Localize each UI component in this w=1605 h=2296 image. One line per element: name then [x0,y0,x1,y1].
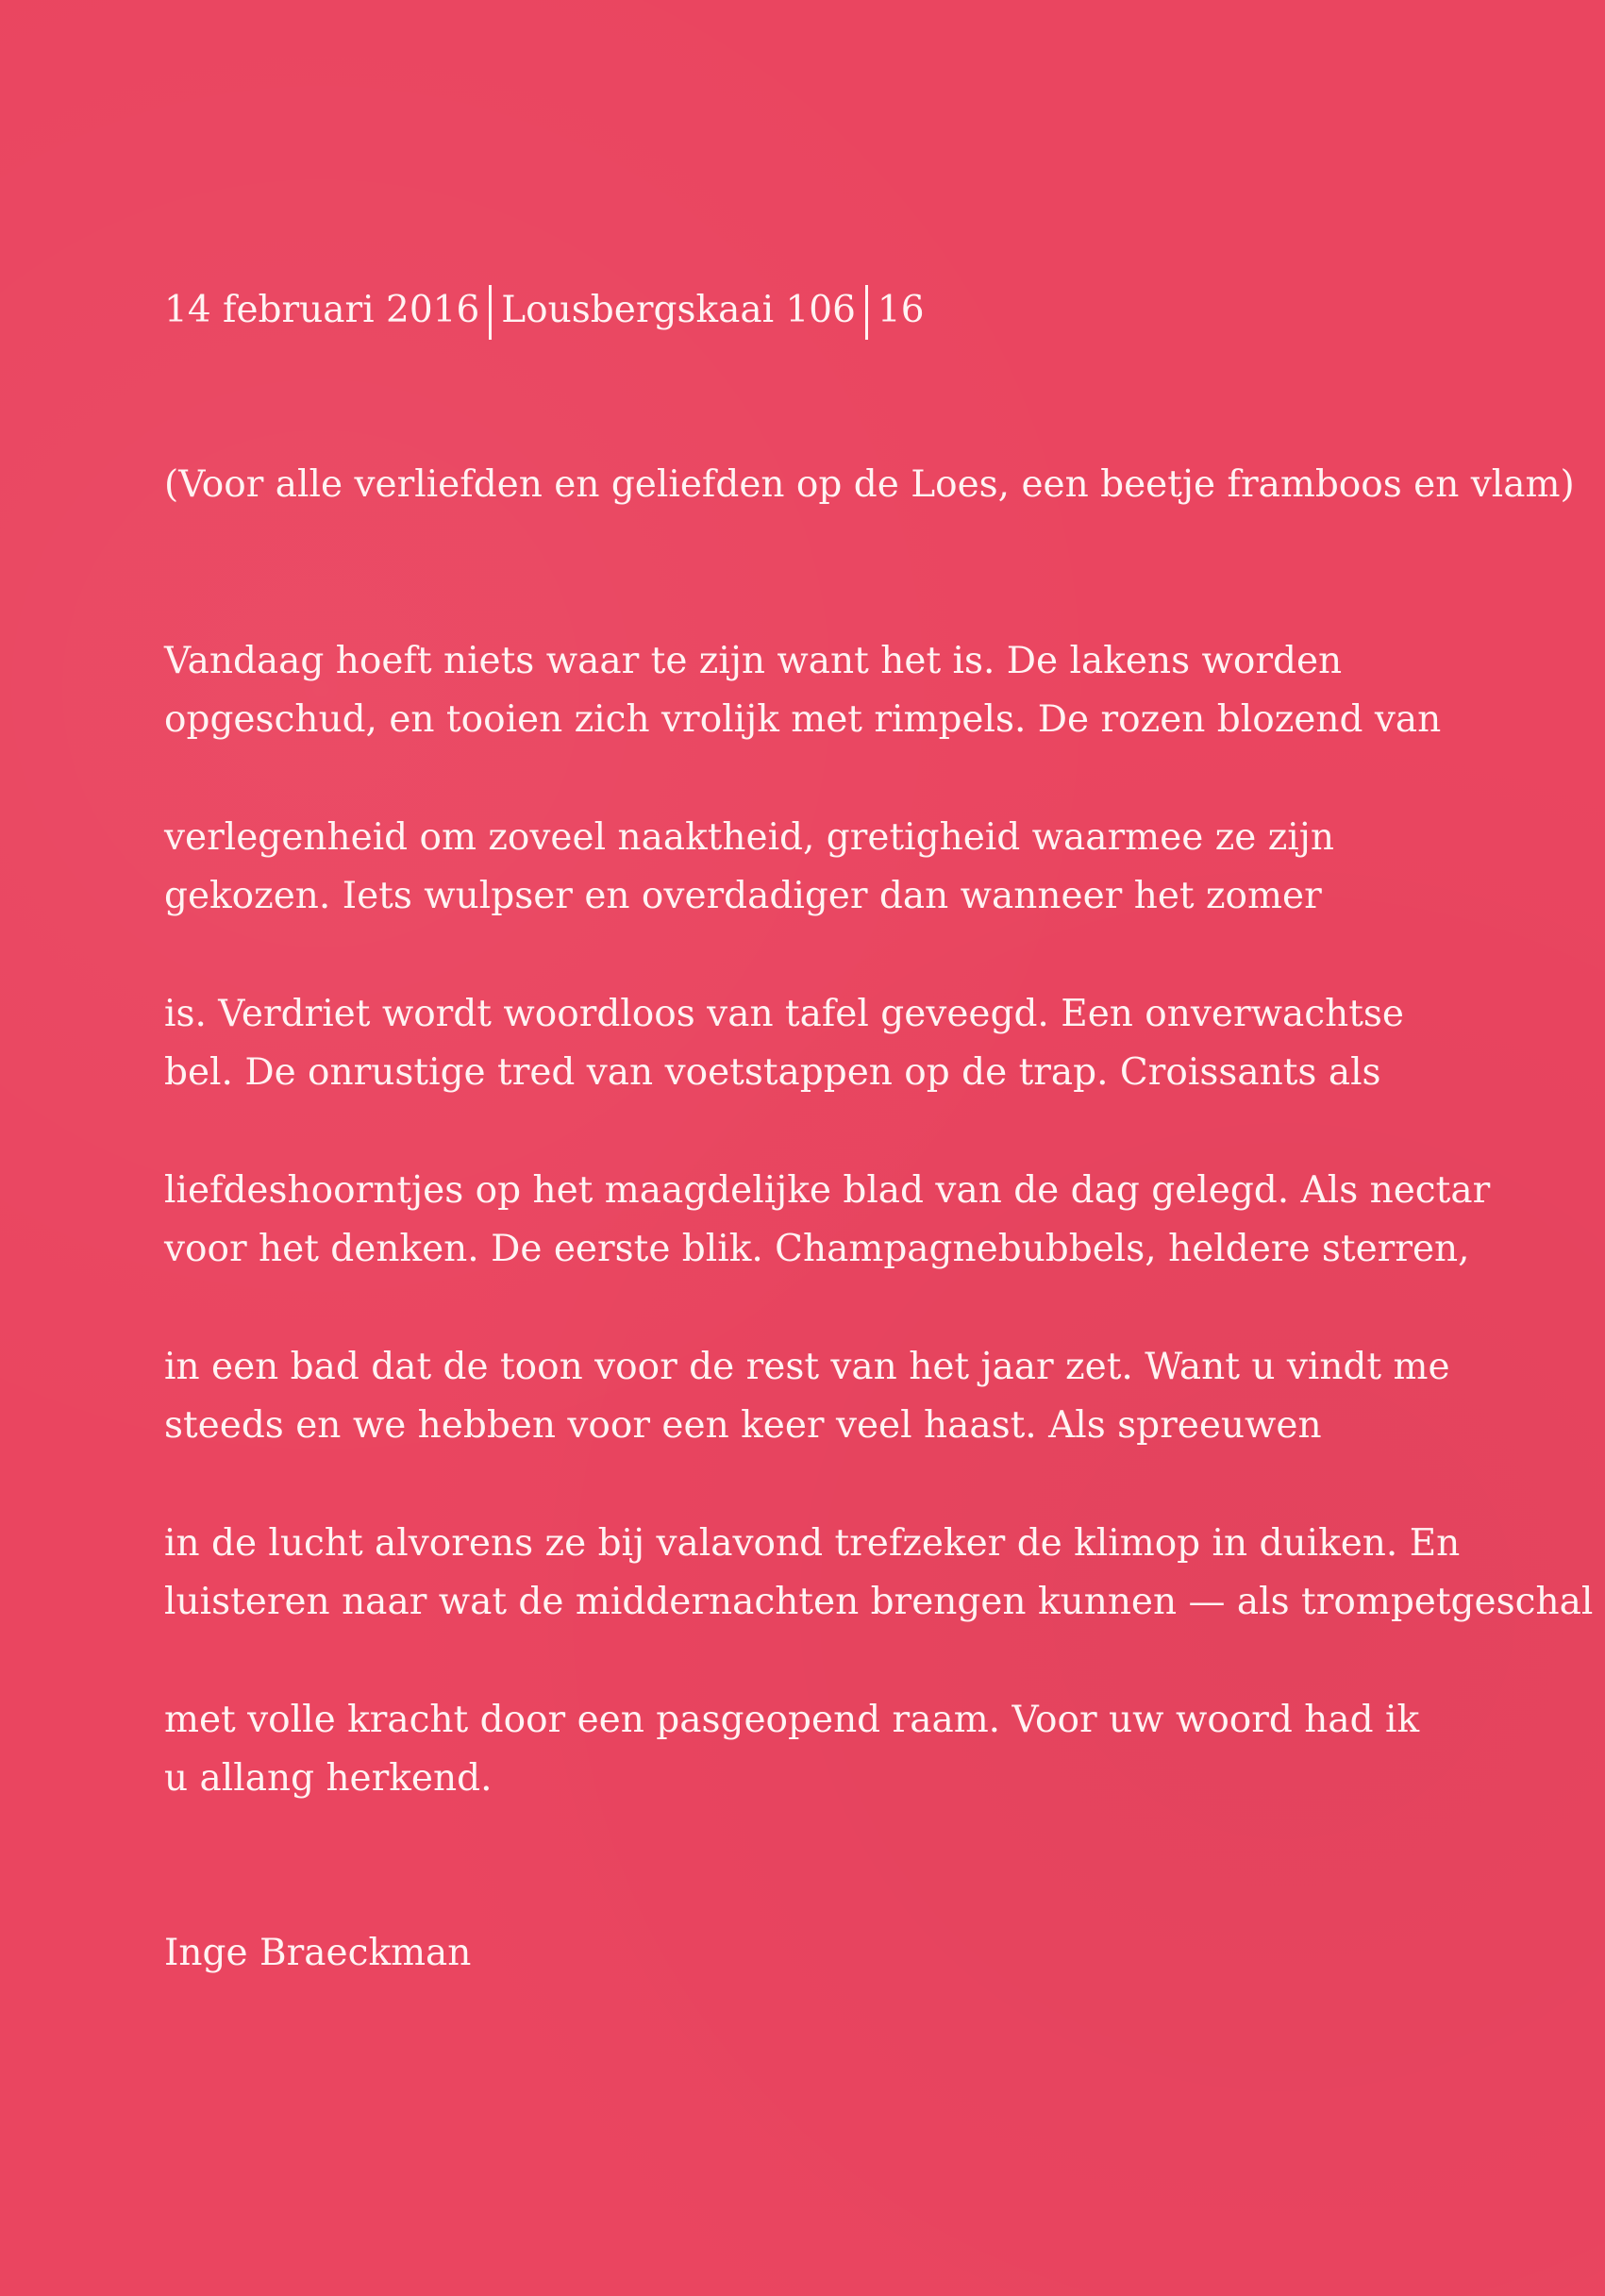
poem-line: is. Verdriet wordt woordloos van tafel geveegd. Een onverwachtse [164,993,1405,1035]
author-signature: Inge Braeckman [164,1932,472,1974]
poem-line: Vandaag hoeft niets waar te zijn want het is. De lakens worden [164,640,1343,682]
stanza [164,1691,1532,1808]
page-header [164,283,1532,340]
poem-line: in de lucht alvorens ze bij valavond trefzeker de klimop in duiken. En [164,1522,1461,1565]
poem-line: voor het denken. De eerste blik. Champagnebubbels, heldere sterren, [164,1228,1470,1270]
header-date: 14 februari 2016 [164,289,480,331]
page-number: 16 [877,289,925,331]
poem-line: steeds en we hebben voor een keer veel haast. Als spreeuwen [164,1404,1322,1447]
poem-line: gekozen. Iets wulpser en overdadiger dan wanneer het zomer [164,875,1322,917]
stanza [164,1162,1532,1279]
poem-line: u allang herkend. [164,1757,493,1800]
header-separator [489,285,492,340]
stanza [164,1515,1594,1632]
poem-line: bel. De onrustige tred van voetstappen op de trap. Croissants als [164,1051,1381,1094]
header-address: Lousbergskaai 106 [501,289,856,331]
stanza [164,985,1532,1102]
poem-line: opgeschud, en tooien zich vrolijk met rimpels. De rozen blozend van [164,698,1442,741]
stanza [164,809,1532,926]
poem-line: met volle kracht door een pasgeopend raam. Voor uw woord had ik [164,1699,1420,1741]
poem-line: luisteren naar wat de middernachten brengen kunnen — als trompetgeschal [164,1581,1594,1623]
stanza [164,1338,1532,1455]
stanza [164,632,1532,749]
poem-line: verlegenheid om zoveel naaktheid, gretigheid waarmee ze zijn [164,816,1334,859]
header-separator [865,285,868,340]
poem-body [164,632,1594,1868]
poem-line: liefdeshoorntjes op het maagdelijke blad van de dag gelegd. Als nectar [164,1169,1491,1212]
dedication: (Voor alle verliefden en geliefden op de Loes, een beetje framboos en vlam) [164,463,1575,506]
poem-line: in een bad dat de toon voor de rest van het jaar zet. Want u vindt me [164,1346,1450,1388]
